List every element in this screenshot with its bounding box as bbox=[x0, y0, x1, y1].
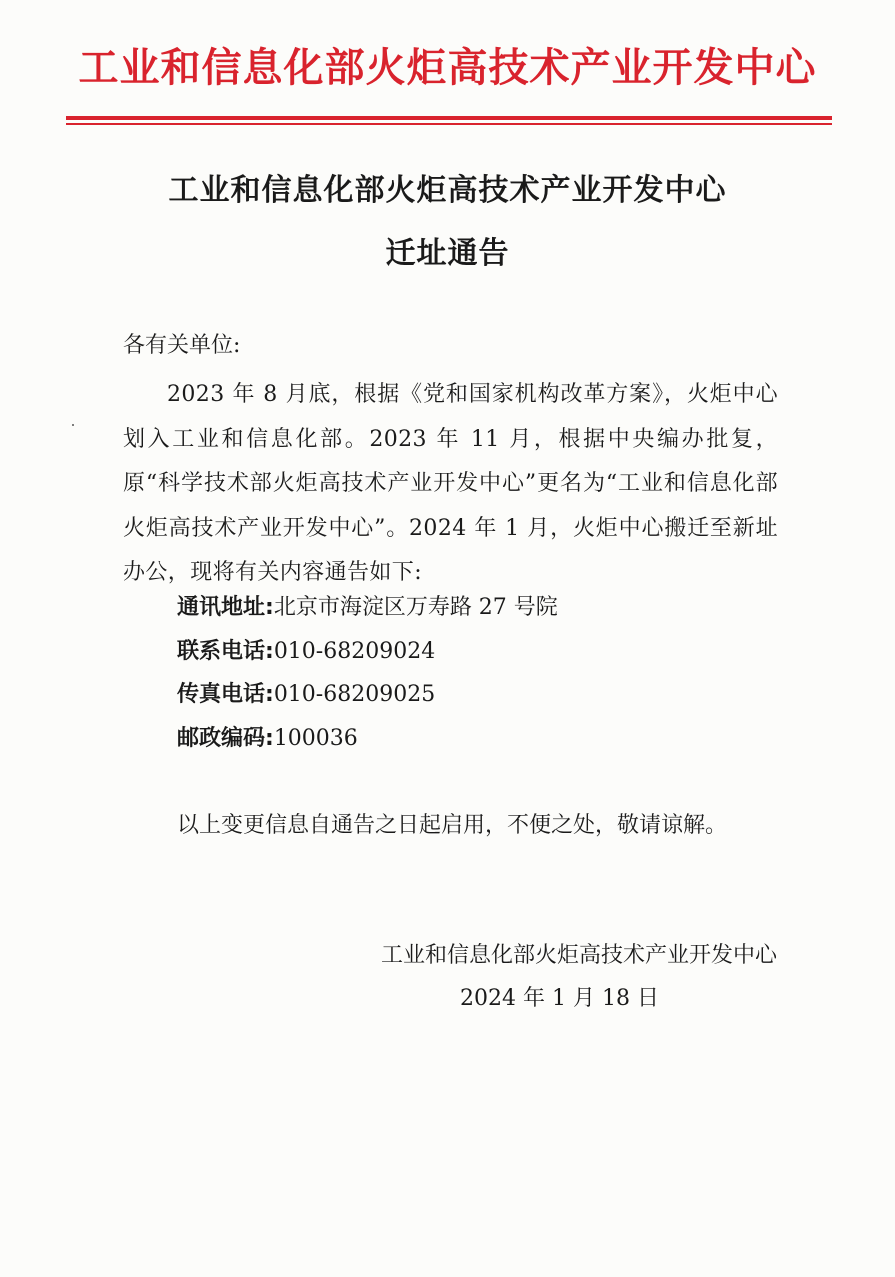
closing-sentence: 以上变更信息自通告之日起启用，不便之处，敬请谅解。 bbox=[177, 813, 728, 838]
postcode-label: 邮政编码: bbox=[177, 725, 274, 751]
phone-row bbox=[177, 630, 558, 674]
notice-title-line2: 迁址通告 bbox=[385, 236, 510, 271]
address-value: 北京市海淀区万寿路 27 号院 bbox=[273, 595, 558, 620]
fax-value: 010-68209025 bbox=[273, 682, 436, 707]
signature-date: 2024 年 1 月 18 日 bbox=[460, 986, 659, 1011]
letterhead-rule-thick bbox=[66, 116, 832, 120]
address-label: 通讯地址: bbox=[177, 595, 274, 620]
fax-row bbox=[177, 673, 558, 717]
body-paragraph: 2023 年 8 月底，根据《党和国家机构改革方案》，火炬中心划入工业和信息化部。2023 年 11 月，根据中央编办批复，原“科学技术部火炬高技术产业开发中心”更名为“工业和信息化部火炬高技术产业开发中心”。2024 年 1 月，火炬中心搬迁至新址办公，现将有关内容通告如下: bbox=[123, 382, 778, 585]
signature-org: 工业和信息化部火炬高技术产业开发中心 bbox=[380, 943, 777, 968]
phone-label: 联系电话: bbox=[177, 638, 274, 664]
address-row bbox=[177, 586, 558, 630]
postcode-value: 100036 bbox=[273, 725, 358, 751]
postcode-row bbox=[177, 717, 558, 761]
scan-speck bbox=[72, 424, 74, 426]
notice-title-line1: 工业和信息化部火炬高技术产业开发中心 bbox=[168, 173, 727, 208]
letterhead-rule-thin bbox=[66, 123, 832, 125]
letterhead-org-name: 工业和信息化部火炬高技术产业开发中心 bbox=[78, 45, 817, 91]
phone-value: 010-68209024 bbox=[273, 638, 436, 664]
fax-label: 传真电话: bbox=[177, 682, 274, 707]
salutation: 各有关单位: bbox=[123, 333, 241, 358]
contact-info-list bbox=[177, 586, 558, 760]
